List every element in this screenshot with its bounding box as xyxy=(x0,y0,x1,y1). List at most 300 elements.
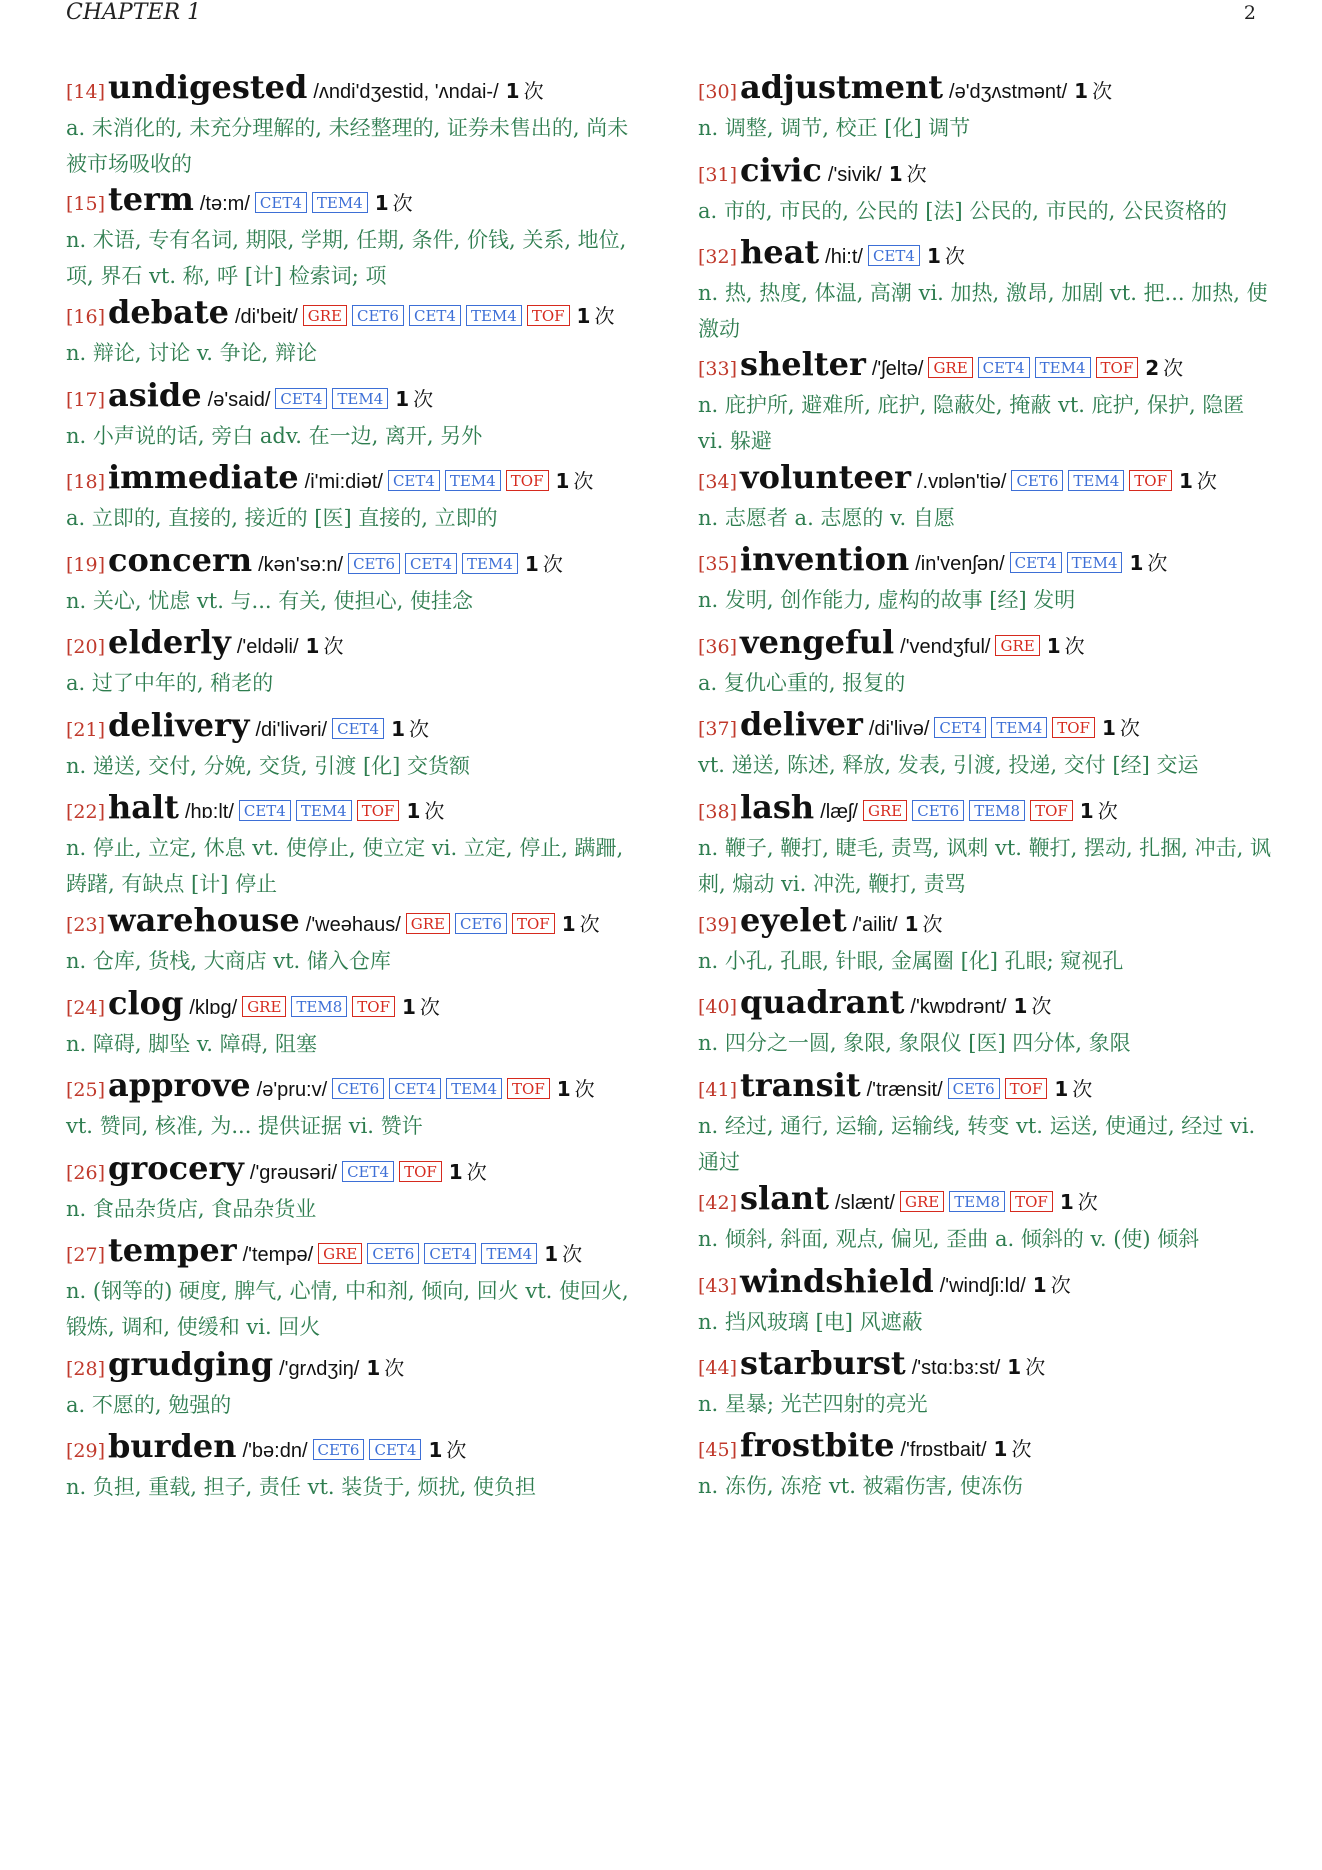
headword: halt xyxy=(108,788,179,826)
headword: volunteer xyxy=(740,458,911,496)
occurrence-count: 1 xyxy=(428,1438,443,1462)
entry-number: [34] xyxy=(698,471,738,493)
vocab-entry xyxy=(698,981,1272,1061)
definition: n. 星暴; 光芒四射的亮光 xyxy=(698,1392,928,1416)
count-suffix: 次 xyxy=(922,912,943,936)
definition: n. 术语, 专有名词, 期限, 学期, 任期, 条件, 价钱, 关系, 地位, 项, 界石 vt. 称, 呼 [计] 检索词; 项 xyxy=(66,228,627,288)
definition: n. 鞭子, 鞭打, 睫毛, 责骂, 讽刺 vt. 鞭打, 摆动, 扎捆, 冲击, 讽刺, 煽动 vi. 冲洗, 鞭打, 责骂 xyxy=(698,836,1272,896)
headword: grudging xyxy=(108,1345,274,1383)
definition: n. (钢等的) 硬度, 脾气, 心情, 中和剂, 倾向, 回火 vt. 使回火, 锻炼, 调和, 使缓和 vi. 回火 xyxy=(66,1279,629,1339)
entry-headline xyxy=(66,1343,640,1385)
vocab-entry xyxy=(66,621,640,701)
vocab-entry xyxy=(698,343,1272,459)
count-suffix: 次 xyxy=(1092,79,1113,103)
headword: adjustment xyxy=(740,68,944,106)
exam-tag: TEM4 xyxy=(1067,552,1123,573)
vocab-entry xyxy=(66,66,640,182)
definition: a. 不愿的, 勉强的 xyxy=(66,1393,232,1417)
count-suffix: 次 xyxy=(562,1242,583,1266)
pronunciation: /'vendʒful/ xyxy=(900,636,991,658)
definition: n. 发明, 创作能力, 虚构的故事 [经] 发明 xyxy=(698,588,1076,612)
vocab-entry xyxy=(66,539,640,619)
entry-number: [43] xyxy=(698,1275,738,1297)
entry-number: [26] xyxy=(66,1162,106,1184)
occurrence-count: 1 xyxy=(391,717,405,741)
count-suffix: 次 xyxy=(419,995,440,1019)
exam-tag: GRE xyxy=(900,1191,944,1212)
exam-tag: GRE xyxy=(303,305,347,326)
count-suffix: 次 xyxy=(944,244,965,268)
headword: burden xyxy=(108,1427,237,1465)
exam-tag: GRE xyxy=(928,357,972,378)
occurrence-count: 1 xyxy=(1013,994,1028,1018)
vocab-entry xyxy=(698,899,1272,979)
vocab-entry xyxy=(698,1177,1272,1257)
entry-number: [19] xyxy=(66,554,106,576)
exam-tag: CET4 xyxy=(332,718,384,739)
entry-headline xyxy=(66,1147,640,1189)
entry-number: [37] xyxy=(698,718,738,740)
exam-tag: TEM4 xyxy=(1068,470,1124,491)
exam-tag: CET6 xyxy=(455,913,507,934)
headword: undigested xyxy=(108,68,308,106)
entry-headline xyxy=(66,539,640,581)
occurrence-count: 1 xyxy=(448,1160,463,1184)
pronunciation: /.vɒlən'tiə/ xyxy=(917,471,1007,493)
occurrence-count: 1 xyxy=(1007,1355,1022,1379)
definition: a. 立即的, 直接的, 接近的 [医] 直接的, 立即的 xyxy=(66,506,498,530)
pronunciation: /hi:t/ xyxy=(825,246,863,268)
pronunciation: /tə:m/ xyxy=(199,193,250,215)
count-suffix: 次 xyxy=(1025,1355,1046,1379)
exam-tag: TEM4 xyxy=(466,305,522,326)
exam-tag: TOF xyxy=(506,470,549,491)
count-suffix: 次 xyxy=(1064,634,1085,658)
vocab-entry xyxy=(698,149,1272,229)
definition: n. 食品杂货店, 食品杂货业 xyxy=(66,1197,317,1221)
exam-tag: CET6 xyxy=(367,1243,419,1264)
headword: aside xyxy=(108,376,202,414)
entry-headline xyxy=(66,1064,640,1106)
occurrence-count: 1 xyxy=(993,1437,1008,1461)
headword: delivery xyxy=(108,706,250,744)
occurrence-count: 1 xyxy=(524,552,539,576)
exam-tag: CET4 xyxy=(275,388,327,409)
entry-number: [36] xyxy=(698,636,738,658)
headword: vengeful xyxy=(740,623,895,661)
definition: n. 障碍, 脚坠 v. 障碍, 阻塞 xyxy=(66,1032,317,1056)
occurrence-count: 1 xyxy=(1079,799,1094,823)
entry-headline xyxy=(698,981,1272,1023)
vocab-entry xyxy=(698,456,1272,536)
occurrence-count: 1 xyxy=(555,469,570,493)
headword: elderly xyxy=(108,623,231,661)
occurrence-count: 1 xyxy=(926,244,941,268)
count-suffix: 次 xyxy=(323,634,344,658)
headword: starburst xyxy=(740,1344,906,1382)
headword: civic xyxy=(740,151,822,189)
entry-headline xyxy=(698,703,1272,745)
exam-tag: TOF xyxy=(1096,357,1139,378)
exam-tag: CET6 xyxy=(352,305,404,326)
exam-tag: TEM4 xyxy=(481,1243,537,1264)
definition: vt. 赞同, 核准, 为... 提供证据 vi. 赞许 xyxy=(66,1114,423,1138)
exam-tag: CET4 xyxy=(934,717,986,738)
chapter-title: CHAPTER 1 xyxy=(66,0,201,25)
entry-number: [22] xyxy=(66,801,106,823)
occurrence-count: 1 xyxy=(1054,1077,1069,1101)
headword: grocery xyxy=(108,1149,244,1187)
count-suffix: 次 xyxy=(1097,799,1118,823)
definition: n. 停止, 立定, 休息 vt. 使停止, 使立定 vi. 立定, 停止, 蹒跚, 踌躇, 有缺点 [计] 停止 xyxy=(66,836,624,896)
entry-headline xyxy=(698,1260,1272,1302)
entry-number: [16] xyxy=(66,306,106,328)
entry-headline xyxy=(66,66,640,108)
vocab-entry xyxy=(698,621,1272,701)
vocab-entry xyxy=(698,231,1272,347)
pronunciation: /'kwɒdrənt/ xyxy=(910,996,1007,1018)
vocab-entry xyxy=(66,899,640,979)
definition: n. 辩论, 讨论 v. 争论, 辩论 xyxy=(66,341,317,365)
count-suffix: 次 xyxy=(579,912,600,936)
entry-number: [18] xyxy=(66,471,106,493)
entry-headline xyxy=(698,231,1272,273)
entry-number: [30] xyxy=(698,81,738,103)
occurrence-count: 1 xyxy=(1179,469,1193,493)
headword: lash xyxy=(740,788,815,826)
count-suffix: 次 xyxy=(1119,716,1140,740)
count-suffix: 次 xyxy=(384,1356,405,1380)
exam-tag: TEM4 xyxy=(991,717,1047,738)
pronunciation: /di'beit/ xyxy=(235,306,298,328)
vocab-entry xyxy=(698,703,1272,783)
occurrence-count: 2 xyxy=(1145,356,1160,380)
vocab-entry xyxy=(698,66,1272,146)
exam-tag: TEM4 xyxy=(462,553,518,574)
occurrence-count: 1 xyxy=(1046,634,1061,658)
entry-number: [44] xyxy=(698,1357,738,1379)
exam-tag: CET4 xyxy=(409,305,461,326)
entry-headline xyxy=(698,343,1272,385)
entry-headline xyxy=(698,538,1272,580)
exam-tag: TOF xyxy=(507,1078,550,1099)
count-suffix: 次 xyxy=(906,162,927,186)
exam-tag: CET4 xyxy=(868,245,920,266)
headword: quadrant xyxy=(740,983,905,1021)
definition: a. 过了中年的, 稍老的 xyxy=(66,671,274,695)
entry-headline xyxy=(698,149,1272,191)
pronunciation: /'weəhaus/ xyxy=(305,914,401,936)
pronunciation: /ə'dʒʌstmənt/ xyxy=(949,81,1068,103)
headword: shelter xyxy=(740,345,866,383)
entry-number: [38] xyxy=(698,801,738,823)
entry-number: [32] xyxy=(698,246,738,268)
entry-number: [28] xyxy=(66,1358,106,1380)
vocab-entry xyxy=(66,291,640,371)
vocab-entry xyxy=(66,704,640,784)
entry-number: [40] xyxy=(698,996,738,1018)
occurrence-count: 1 xyxy=(544,1242,559,1266)
headword: temper xyxy=(108,1231,237,1269)
exam-tag: TEM4 xyxy=(1035,357,1091,378)
pronunciation: /i'mi:diət/ xyxy=(304,471,383,493)
vocab-entry xyxy=(66,786,640,902)
occurrence-count: 1 xyxy=(305,634,320,658)
exam-tag: TEM4 xyxy=(312,192,368,213)
exam-tag: CET4 xyxy=(369,1439,421,1460)
pronunciation: /'trænsit/ xyxy=(866,1079,943,1101)
pronunciation: /di'livə/ xyxy=(868,718,930,740)
headword: eyelet xyxy=(740,901,847,939)
definition: n. 关心, 忧虑 vt. 与... 有关, 使担心, 使挂念 xyxy=(66,589,473,613)
exam-tag: TOF xyxy=(1030,800,1073,821)
exam-tag: GRE xyxy=(995,635,1039,656)
headword: concern xyxy=(108,541,253,579)
entry-headline xyxy=(66,1425,640,1467)
exam-tag: TOF xyxy=(1010,1191,1053,1212)
vocab-entry xyxy=(698,538,1272,618)
vocab-entry xyxy=(66,374,640,454)
count-suffix: 次 xyxy=(1147,551,1168,575)
exam-tag: CET4 xyxy=(1010,552,1062,573)
count-suffix: 次 xyxy=(392,191,413,215)
exam-tag: CET4 xyxy=(389,1078,441,1099)
exam-tag: CET6 xyxy=(332,1078,384,1099)
definition: n. 四分之一圆, 象限, 象限仪 [医] 四分体, 象限 xyxy=(698,1031,1131,1055)
definition: n. 小孔, 孔眼, 针眼, 金属圈 [化] 孔眼; 窥视孔 xyxy=(698,949,1124,973)
exam-tag: CET4 xyxy=(405,553,457,574)
page-number: 2 xyxy=(1243,2,1256,24)
occurrence-count: 1 xyxy=(402,995,416,1019)
page-header xyxy=(66,0,1256,30)
entry-number: [31] xyxy=(698,164,738,186)
definition: n. 挡风玻璃 [电] 风遮蔽 xyxy=(698,1310,923,1334)
exam-tag: TEM4 xyxy=(445,470,501,491)
exam-tag: TOF xyxy=(357,800,400,821)
exam-tag: CET4 xyxy=(255,192,307,213)
pronunciation: /'eldəli/ xyxy=(236,636,299,658)
entry-headline xyxy=(698,1342,1272,1384)
occurrence-count: 1 xyxy=(556,1077,571,1101)
occurrence-count: 1 xyxy=(395,387,410,411)
count-suffix: 次 xyxy=(1011,1437,1032,1461)
entry-headline xyxy=(698,456,1272,498)
count-suffix: 次 xyxy=(446,1438,467,1462)
pronunciation: /ə'pru:v/ xyxy=(256,1079,328,1101)
vocab-entry xyxy=(698,786,1272,902)
headword: frostbite xyxy=(740,1426,895,1464)
exam-tag: TEM8 xyxy=(949,1191,1005,1212)
definition: a. 市的, 市民的, 公民的 [法] 公民的, 市民的, 公民资格的 xyxy=(698,199,1228,223)
headword: debate xyxy=(108,293,229,331)
pronunciation: /'windʃi:ld/ xyxy=(939,1275,1026,1297)
pronunciation: /klɒg/ xyxy=(189,997,238,1019)
definition: n. 小声说的话, 旁白 adv. 在一边, 离开, 另外 xyxy=(66,424,483,448)
exam-tag: CET6 xyxy=(348,553,400,574)
exam-tag: CET6 xyxy=(313,1439,365,1460)
entry-headline xyxy=(698,1424,1272,1466)
entry-number: [17] xyxy=(66,389,106,411)
entry-headline xyxy=(698,66,1272,108)
exam-tag: TEM8 xyxy=(291,996,347,1017)
occurrence-count: 1 xyxy=(888,162,903,186)
occurrence-count: 1 xyxy=(561,912,576,936)
entry-headline xyxy=(66,786,640,828)
entry-number: [24] xyxy=(66,997,106,1019)
headword: heat xyxy=(740,233,820,271)
definition: n. 志愿者 a. 志愿的 v. 自愿 xyxy=(698,506,955,530)
exam-tag: GRE xyxy=(863,800,907,821)
definition: n. 热, 热度, 体温, 高潮 vi. 加热, 激昂, 加剧 vt. 把... 加热, 使激动 xyxy=(698,281,1268,341)
occurrence-count: 1 xyxy=(1032,1273,1047,1297)
pronunciation: /'frɒstbait/ xyxy=(900,1439,987,1461)
entry-number: [15] xyxy=(66,193,106,215)
headword: slant xyxy=(740,1179,829,1217)
entry-number: [20] xyxy=(66,636,106,658)
entry-headline xyxy=(698,1177,1272,1219)
count-suffix: 次 xyxy=(523,79,544,103)
entry-headline xyxy=(66,982,640,1024)
pronunciation: /'stɑ:bɜ:st/ xyxy=(911,1357,1001,1379)
count-suffix: 次 xyxy=(413,387,434,411)
exam-tag: CET4 xyxy=(978,357,1030,378)
exam-tag: CET4 xyxy=(342,1161,394,1182)
exam-tag: TOF xyxy=(1129,470,1172,491)
entry-number: [35] xyxy=(698,553,738,575)
entry-headline xyxy=(698,1064,1272,1106)
entry-headline xyxy=(698,786,1272,828)
count-suffix: 次 xyxy=(1072,1077,1093,1101)
count-suffix: 次 xyxy=(542,552,563,576)
pronunciation: /ə'said/ xyxy=(207,389,271,411)
entry-headline xyxy=(66,178,640,220)
pronunciation: /'ʃeltə/ xyxy=(871,358,924,380)
pronunciation: /hɒ:lt/ xyxy=(184,801,234,823)
exam-tag: CET4 xyxy=(388,470,440,491)
vocab-entry xyxy=(66,1425,640,1505)
vocab-entry xyxy=(66,1064,640,1144)
definition: n. 经过, 通行, 运输, 运输线, 转变 vt. 运送, 使通过, 经过 vi. 通过 xyxy=(698,1114,1256,1174)
count-suffix: 次 xyxy=(573,469,594,493)
count-suffix: 次 xyxy=(1031,994,1052,1018)
vocab-entry xyxy=(698,1342,1272,1422)
definition: n. 调整, 调节, 校正 [化] 调节 xyxy=(698,116,971,140)
headword: windshield xyxy=(740,1262,934,1300)
entry-number: [29] xyxy=(66,1440,106,1462)
entry-number: [23] xyxy=(66,914,106,936)
occurrence-count: 1 xyxy=(576,304,591,328)
occurrence-count: 1 xyxy=(1074,79,1089,103)
headword: approve xyxy=(108,1066,251,1104)
headword: term xyxy=(108,180,194,218)
count-suffix: 次 xyxy=(466,1160,487,1184)
vocab-entry xyxy=(698,1064,1272,1180)
count-suffix: 次 xyxy=(409,717,429,741)
entry-number: [25] xyxy=(66,1079,106,1101)
headword: invention xyxy=(740,540,910,578)
entry-headline xyxy=(66,704,640,746)
occurrence-count: 1 xyxy=(1129,551,1144,575)
count-suffix: 次 xyxy=(424,799,445,823)
exam-tag: GRE xyxy=(242,996,286,1017)
pronunciation: /'grʌdʒiŋ/ xyxy=(279,1358,360,1380)
definition: n. 冻伤, 冻疮 vt. 被霜伤害, 使冻伤 xyxy=(698,1474,1023,1498)
entry-number: [21] xyxy=(66,719,106,741)
pronunciation: /ʌndi'dʒestid, 'ʌndai-/ xyxy=(313,81,499,103)
entry-number: [33] xyxy=(698,358,738,380)
exam-tag: CET6 xyxy=(948,1078,1000,1099)
exam-tag: CET4 xyxy=(239,800,291,821)
headword: clog xyxy=(108,984,184,1022)
definition: n. 负担, 重载, 担子, 责任 vt. 装货于, 烦扰, 使负担 xyxy=(66,1475,536,1499)
count-suffix: 次 xyxy=(574,1077,595,1101)
occurrence-count: 1 xyxy=(366,1356,381,1380)
entry-number: [45] xyxy=(698,1439,738,1461)
vocab-entry xyxy=(66,1229,640,1345)
count-suffix: 次 xyxy=(594,304,615,328)
count-suffix: 次 xyxy=(1077,1190,1098,1214)
pronunciation: /'ailit/ xyxy=(852,914,898,936)
occurrence-count: 1 xyxy=(505,79,520,103)
pronunciation: /'tempə/ xyxy=(242,1244,314,1266)
exam-tag: TOF xyxy=(1005,1078,1048,1099)
pronunciation: /'grəusəri/ xyxy=(249,1162,338,1184)
pronunciation: /in'venʃən/ xyxy=(915,553,1005,575)
exam-tag: TOF xyxy=(399,1161,442,1182)
vocab-entry xyxy=(66,1343,640,1423)
definition: n. 庇护所, 避难所, 庇护, 隐蔽处, 掩蔽 vt. 庇护, 保护, 隐匿 vi. 躲避 xyxy=(698,393,1245,453)
exam-tag: CET4 xyxy=(424,1243,476,1264)
entry-number: [14] xyxy=(66,81,106,103)
vocab-entry xyxy=(66,178,640,294)
exam-tag: TOF xyxy=(1052,717,1095,738)
entry-headline xyxy=(66,374,640,416)
exam-tag: TEM4 xyxy=(446,1078,502,1099)
count-suffix: 次 xyxy=(1050,1273,1071,1297)
entry-number: [27] xyxy=(66,1244,106,1266)
exam-tag: TOF xyxy=(527,305,570,326)
count-suffix: 次 xyxy=(1163,356,1184,380)
vocab-entry xyxy=(66,1147,640,1227)
vocab-entry xyxy=(698,1424,1272,1504)
headword: deliver xyxy=(740,705,863,743)
headword: immediate xyxy=(108,458,299,496)
entry-headline xyxy=(66,1229,640,1271)
occurrence-count: 1 xyxy=(1101,716,1116,740)
definition: n. 递送, 交付, 分娩, 交货, 引渡 [化] 交货额 xyxy=(66,754,471,778)
occurrence-count: 1 xyxy=(406,799,421,823)
exam-tag: TOF xyxy=(512,913,555,934)
exam-tag: GRE xyxy=(318,1243,362,1264)
definition: a. 复仇心重的, 报复的 xyxy=(698,671,906,695)
exam-tag: TEM8 xyxy=(969,800,1025,821)
entry-headline xyxy=(66,899,640,941)
entry-headline xyxy=(698,621,1272,663)
entry-number: [42] xyxy=(698,1192,738,1214)
occurrence-count: 1 xyxy=(1059,1190,1074,1214)
pronunciation: /'sivik/ xyxy=(827,164,882,186)
vocab-entry xyxy=(698,1260,1272,1340)
vocab-entry xyxy=(66,982,640,1062)
headword: transit xyxy=(740,1066,861,1104)
pronunciation: /læʃ/ xyxy=(820,801,858,823)
pronunciation: /kən'sə:n/ xyxy=(258,554,344,576)
definition: vt. 递送, 陈述, 释放, 发表, 引渡, 投递, 交付 [经] 交运 xyxy=(698,753,1199,777)
entry-number: [41] xyxy=(698,1079,738,1101)
vocab-entry xyxy=(66,456,640,536)
entry-headline xyxy=(698,899,1272,941)
entry-headline xyxy=(66,291,640,333)
